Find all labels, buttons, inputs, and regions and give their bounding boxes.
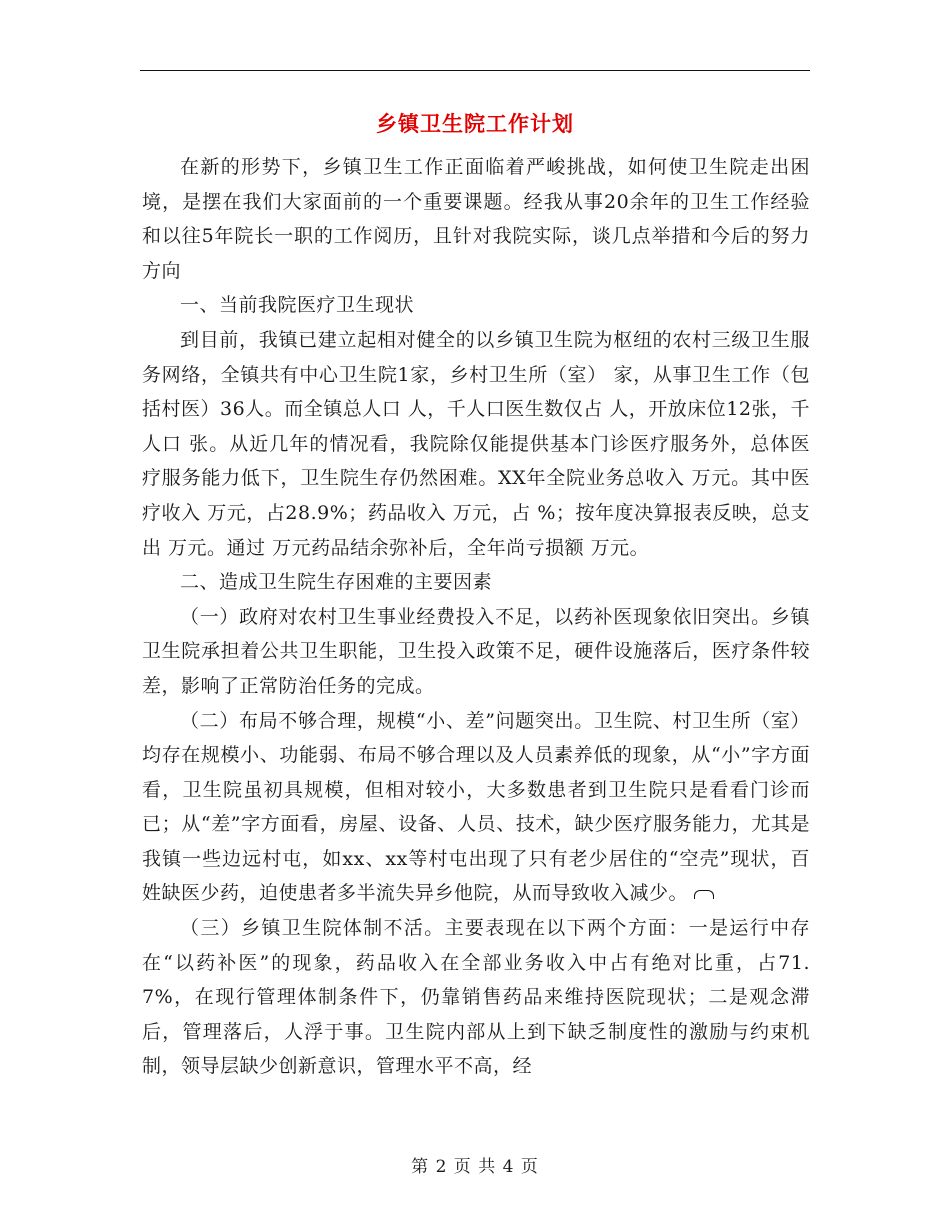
paragraph-intro: 在新的形势下，乡镇卫生工作正面临着严峻挑战，如何使卫生院走出困境，是摆在我们大家面前的一个重要课题。经我从事20余年的卫生工作经验和以往5年院长一职的工作阅历，且针对我院实际，谈几点举措和今后的努力方向 xyxy=(142,156,810,282)
paragraph-factor-1: （一）政府对农村卫生事业经费投入不足，以药补医现象依旧突出。乡镇卫生院承担着公共卫生职能，卫生投入政策不足，硬件设施落后，医疗条件较差，影响了正常防治任务的完成。 xyxy=(142,605,810,697)
paragraph-factor-2-text: （二）布局不够合理，规模“小、差”问题突出。卫生院、村卫生所（室）均存在规模小、功能弱、布局不够合理以及人员素养低的现象，从“小”字方面看，卫生院虽初具规模，但相对较小，大多数患者到卫生院只是看看门诊而已；从“差”字方面看，房屋、设备、人员、技术，缺少医疗服务能力，尤其是我镇一些边远村屯，如xx、xx等村屯出现了只有老少居住的“空壳”现状，百姓缺医少药，迫使患者多半流失异乡他院，从而导致收入减少。 xyxy=(142,709,810,905)
header-rule xyxy=(140,70,810,71)
document-title: 乡镇卫生院工作计划 xyxy=(376,111,574,136)
margin-mark-icon xyxy=(694,890,714,899)
section-heading-2: 二、造成卫生院生存困难的主要因素 xyxy=(180,571,493,594)
page-number: 第 2 页 共 4 页 xyxy=(411,1157,539,1177)
paragraph-factor-2 xyxy=(142,704,810,912)
section-heading-1: 一、当前我院医疗卫生现状 xyxy=(180,294,415,317)
document-body xyxy=(142,150,810,1084)
paragraph-factor-3: （三）乡镇卫生院体制不活。主要表现在以下两个方面：一是运行中存在“以药补医”的现象，药品收入在全部业务收入中占有绝对比重，占71.7%，在现行管理体制条件下，仍靠销售药品来维持医院现状；二是观念滞后，管理落后，人浮于事。卫生院内部从上到下缺乏制度性的激励与约束机制，领导层缺少创新意识，管理水平不高，经 xyxy=(142,917,810,1078)
paragraph-status: 到目前，我镇已建立起相对健全的以乡镇卫生院为枢纽的农村三级卫生服务网络，全镇共有中心卫生院1家，乡村卫生所（室） 家，从事卫生工作（包括村医）36人。而全镇总人口 人，千人口医生数仅占 人，开放床位12张，千人口 张。从近几年的情况看，我院除仅能提供基本门诊医疗服务外，总体医疗服务能力低下，卫生院生存仍然困难。XX年全院业务总收入 万元。其中医疗收入 万元，占28.9%；药品收入 万元，占 %；按年度决算报表反映，总支出 万元。通过 万元药品结余弥补后，全年尚亏损额 万元。 xyxy=(142,328,810,559)
